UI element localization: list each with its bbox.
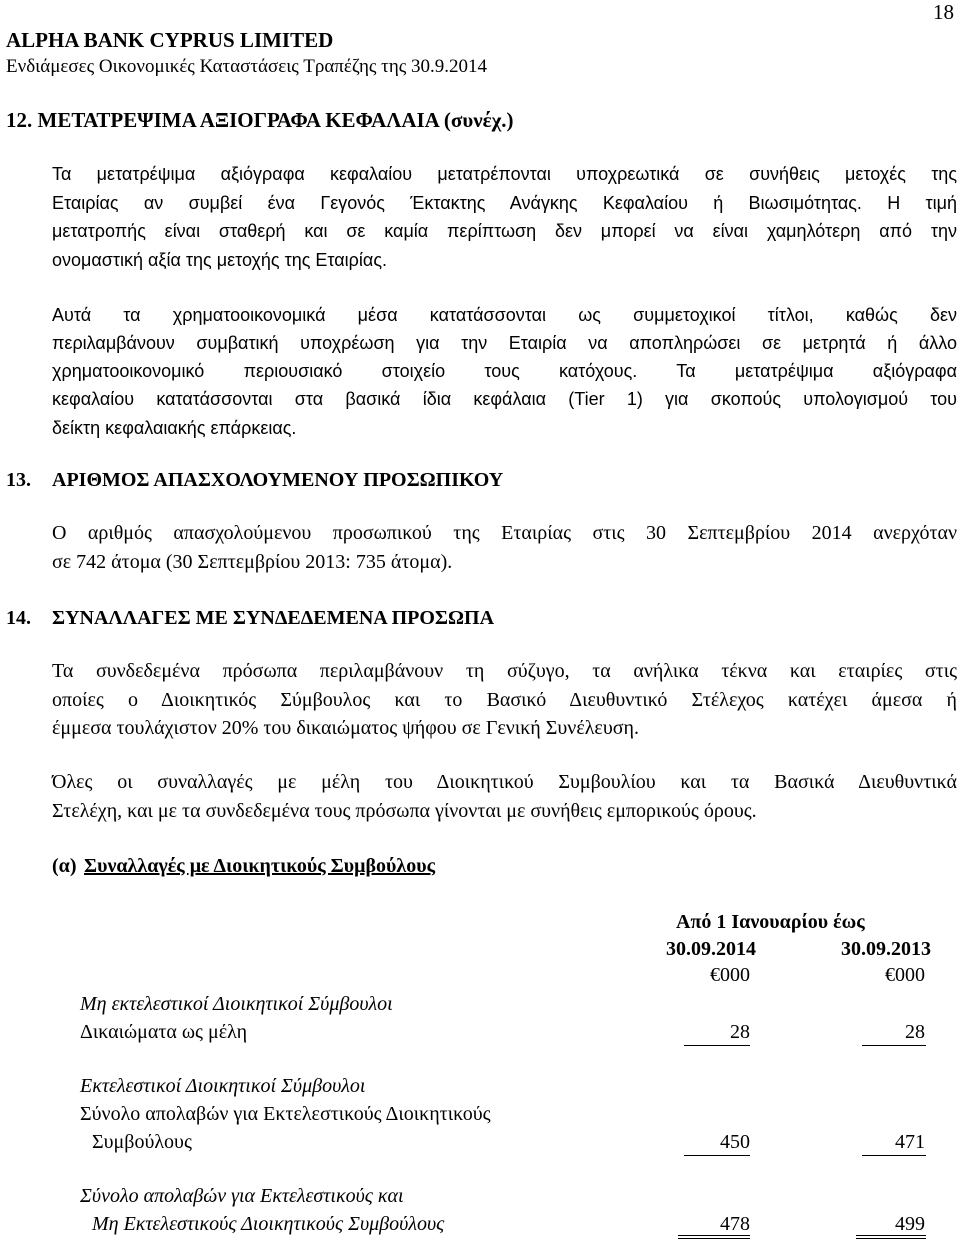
s12-p2-line2: περιλαμβάνουν συμβατική υποχρέωση για την Εταιρία να αποπληρώσει σε μετρητά ή άλλο <box>52 333 957 353</box>
total-rule-2013-a <box>856 1235 926 1236</box>
s13-line2: σε 742 άτομα (30 Σεπτεμβρίου 2013: 735 άτομα). <box>52 551 453 573</box>
table-col2-header: 30.09.2013 <box>841 938 931 960</box>
table-col1-header: 30.09.2014 <box>666 938 756 960</box>
total-rule-2014-b <box>678 1238 750 1239</box>
table-group1-title: Μη εκτελεστικοί Διοικητικοί Σύμβουλοι <box>80 993 393 1015</box>
s12-p2-line3: χρηματοοικονομικό περιουσιακό στοιχείο τους κατόχους. Τα μετατρέψιμα αξιόγραφα <box>52 361 957 381</box>
page-number: 18 <box>933 0 954 24</box>
table-row1-value-2013: 28 <box>905 1021 925 1043</box>
row2-rule-2013 <box>862 1155 926 1156</box>
s12-p2-line4: κεφαλαίου κατατάσσονται στα βασικά ίδια κεφάλαια (Tier 1) για σκοπούς υπολογισμού του <box>52 389 957 409</box>
section-12-heading: 12. ΜΕΤΑΤΡΕΨΙΜΑ ΑΞΙΟΓΡΑΦΑ ΚΕΦΑΛΑΙΑ (συνέχ.) <box>6 108 514 132</box>
table-total-value-2013: 499 <box>895 1213 925 1235</box>
subsection-title: Συναλλαγές με Διοικητικούς Συμβούλους <box>84 855 436 877</box>
report-subtitle: Ενδιάμεσες Οικονομικές Καταστάσεις Τραπέζης της 30.9.2014 <box>6 56 488 77</box>
s12-p2-line5: δείκτη κεφαλαιακής επάρκειας. <box>52 418 297 438</box>
section-14-number: 14. <box>6 607 31 629</box>
table-row2-label-line2: Συμβούλους <box>92 1131 192 1153</box>
table-total-value-2014: 478 <box>720 1213 750 1235</box>
s12-p1-line2: Εταιρίας αν συμβεί ένα Γεγονός Έκτακτης Ανάγκης Κεφαλαίου ή Βιωσιμότητας. Η τιμή <box>52 193 957 213</box>
table-col2-unit: €000 <box>885 964 925 986</box>
table-period-header: Από 1 Ιανουαρίου έως <box>676 911 865 933</box>
section-14-title: ΣΥΝΑΛΛΑΓΕΣ ΜΕ ΣΥΝΔΕΔΕΜΕΝΑ ΠΡΟΣΩΠΑ <box>52 607 495 629</box>
s13-line1: Ο αριθμός απασχολούμενου προσωπικού της Εταιρίας στις 30 Σεπτεμβρίου 2014 ανερχόταν <box>52 522 957 544</box>
row1-rule-2014 <box>684 1045 750 1046</box>
table-total-label-line2: Μη Εκτελεστικούς Διοικητικούς Συμβούλους <box>92 1213 445 1235</box>
s14-p1-line1: Τα συνδεδεμένα πρόσωπα περιλαμβάνουν τη σύζυγο, τα ανήλικα τέκνα και εταιρίες στις <box>52 660 957 682</box>
table-row1-value-2014: 28 <box>730 1021 750 1043</box>
table-col1-unit: €000 <box>710 964 750 986</box>
s14-p2-line2: Στελέχη, και με τα συνδεδεμένα τους πρόσωπα γίνονται με συνήθεις εμπορικούς όρους. <box>52 800 757 822</box>
s12-p1-line4: ονομαστική αξία της μετοχής της Εταιρίας. <box>52 250 387 270</box>
table-row2-value-2013: 471 <box>895 1131 925 1153</box>
total-rule-2014-a <box>678 1235 750 1236</box>
section-13-number: 13. <box>6 469 31 491</box>
s12-p2-line1: Αυτά τα χρηματοοικονομικά μέσα κατατάσσονται ως συμμετοχικοί τίτλοι, καθώς δεν <box>52 305 957 325</box>
table-row1-label: Δικαιώματα ως μέλη <box>80 1021 248 1043</box>
s12-p1-line3: μετατροπής είναι σταθερή και σε καμία περίπτωση δεν μπορεί να είναι χαμηλότερη από την <box>52 221 957 241</box>
section-13-title: ΑΡΙΘΜΟΣ ΑΠΑΣΧΟΛΟΥΜΕΝΟΥ ΠΡΟΣΩΠΙΚΟΥ <box>52 469 504 491</box>
s14-p2-line1: Όλες οι συναλλαγές με μέλη του Διοικητικού Συμβουλίου και τα Βασικά Διευθυντικά <box>52 771 957 793</box>
s14-p1-line2: οποίες ο Διοικητικός Σύμβουλος και το Βασικό Διευθυντικό Στέλεχος κατέχει άμεσα ή <box>52 689 957 711</box>
row2-rule-2014 <box>684 1155 750 1156</box>
total-rule-2013-b <box>856 1238 926 1239</box>
s12-p1-line1: Τα μετατρέψιμα αξιόγραφα κεφαλαίου μετατρέπονται υποχρεωτικά σε συνήθεις μετοχές της <box>52 164 957 184</box>
table-total-label-line1: Σύνολο απολαβών για Εκτελεστικούς και <box>80 1185 404 1207</box>
table-group2-title: Εκτελεστικοί Διοικητικοί Σύμβουλοι <box>80 1075 366 1097</box>
company-name: ALPHA BANK CYPRUS LIMITED <box>6 28 334 52</box>
s14-p1-line3: έμμεσα τουλάχιστον 20% του δικαιώματος ψήφου σε Γενική Συνέλευση. <box>52 717 639 739</box>
table-row2-label-line1: Σύνολο απολαβών για Εκτελεστικούς Διοικητικούς <box>80 1103 491 1125</box>
row1-rule-2013 <box>862 1045 926 1046</box>
table-row2-value-2014: 450 <box>720 1131 750 1153</box>
subsection-label: (α) <box>52 855 77 877</box>
